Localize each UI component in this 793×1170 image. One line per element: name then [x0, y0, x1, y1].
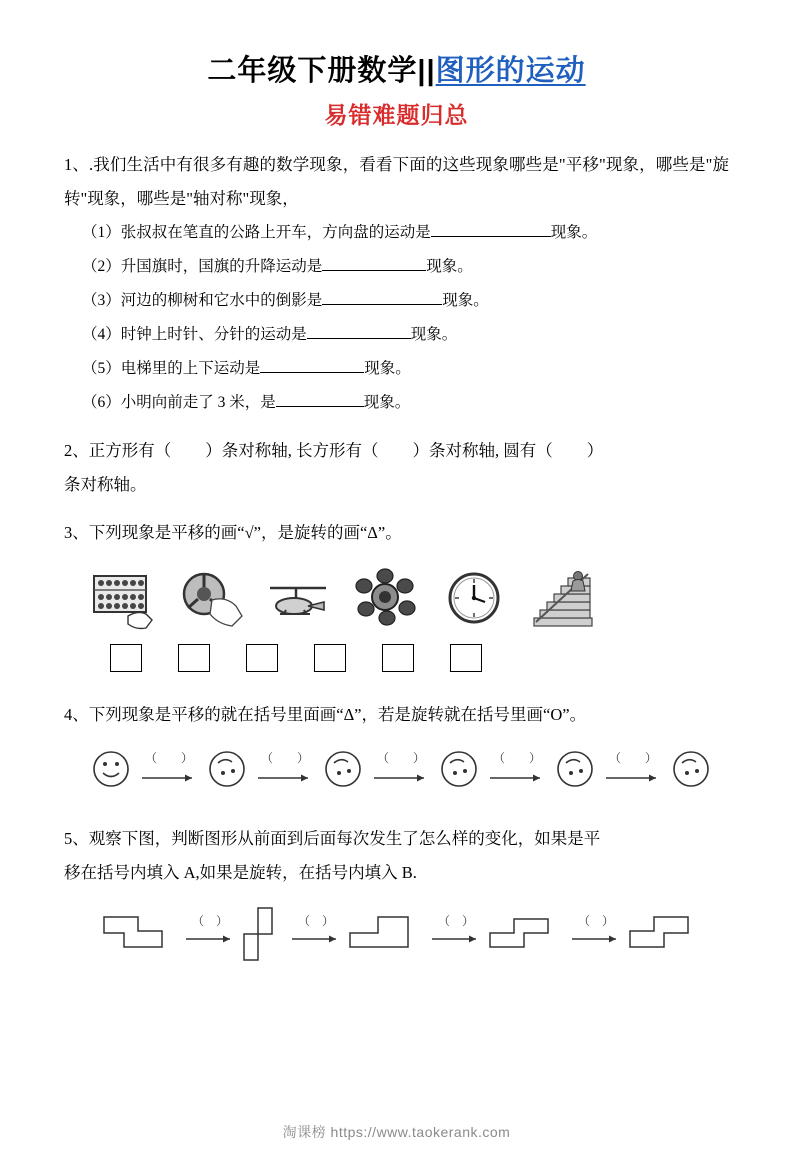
item-text: （3）河边的柳树和它水中的倒影是 [82, 292, 323, 309]
title-blue-part: 图形的运动 [435, 55, 586, 87]
answer-box[interactable] [178, 644, 210, 672]
arrow-group-4 [566, 907, 626, 961]
question-5-shape-row [100, 904, 729, 964]
answer-box[interactable] [382, 644, 414, 672]
escalator-icon [528, 566, 602, 632]
question-3-picture-strip [88, 566, 729, 632]
step-shape-5 [626, 907, 706, 961]
page-title [64, 48, 729, 89]
question-1-stem: 1、.我们生活中有很多有趣的数学现象，看看下面的这些现象哪些是"平移"现象，哪些是"旋转"现象，哪些是"轴对称"现象， [64, 155, 729, 208]
face-icon-2 [204, 746, 250, 792]
steering-wheel-icon [176, 566, 250, 632]
q2-part5: 条对称轴。 [64, 475, 147, 494]
answer-blank[interactable] [322, 270, 426, 271]
arrow-group-2 [286, 907, 346, 961]
face-icon-3 [320, 746, 366, 792]
svg-text:（ ）: （ ） [437, 914, 475, 928]
svg-text:（ ）: （ ） [260, 751, 310, 765]
svg-text:（ ）: （ ） [376, 751, 426, 765]
arrow-group-1 [134, 748, 204, 790]
question-5-stem-line2: 移在括号内填入 A,如果是旋转，在括号内填入 B. [64, 863, 417, 882]
question-1-item-5 [82, 352, 729, 386]
q2-part3: ）条对称轴, 圆有（ [412, 441, 553, 460]
answer-box[interactable] [246, 644, 278, 672]
page-subtitle: 易错难题归总 [324, 102, 469, 128]
answer-blank[interactable] [276, 406, 364, 407]
abacus-icon [88, 566, 162, 632]
face-icon-4 [436, 746, 482, 792]
step-shape-3 [346, 907, 426, 961]
face-icon-6 [668, 746, 714, 792]
svg-text:（ ）: （ ） [297, 914, 335, 928]
footer-watermark: 淘课榜 https://www.taokerank.com [282, 1124, 511, 1140]
item-text: （2）升国旗时，国旗的升降运动是 [82, 258, 323, 275]
question-4-stem: 4、下列现象是平移的就在括号里面画“Δ”，若是旋转就在括号里画“O”。 [64, 705, 587, 724]
question-5-stem-line1: 5、观察下图，判断图形从前面到后面每次发生了怎么样的变化，如果是平 [64, 829, 601, 848]
question-1-item-1 [82, 216, 729, 250]
arrow-group-1 [180, 907, 240, 961]
svg-text:（ ）: （ ） [608, 751, 658, 765]
worksheet-page [0, 48, 793, 1170]
arrow-group-2 [250, 748, 320, 790]
question-1-item-4 [82, 318, 729, 352]
question-1-item-6 [82, 386, 729, 420]
svg-text:（ ）: （ ） [577, 914, 615, 928]
item-suffix: 现象。 [442, 292, 489, 309]
item-suffix: 现象。 [364, 360, 411, 377]
svg-text:（ ）: （ ） [191, 914, 229, 928]
question-1-item-2 [82, 250, 729, 284]
arrow-group-4 [482, 748, 552, 790]
question-2 [64, 434, 729, 502]
svg-text:（ ）: （ ） [492, 751, 542, 765]
item-text: （1）张叔叔在笔直的公路上开车，方向盘的运动是 [82, 224, 431, 241]
answer-blank[interactable] [307, 338, 411, 339]
q2-part1: 2、正方形有（ [64, 441, 172, 460]
question-1-item-3 [82, 284, 729, 318]
question-4-face-row [88, 746, 729, 792]
item-text: （5）电梯里的上下运动是 [82, 360, 261, 377]
answer-blank[interactable] [322, 304, 442, 305]
step-shape-4 [486, 907, 566, 961]
answer-box[interactable] [314, 644, 346, 672]
item-text: （6）小明向前走了 3 米，是 [82, 394, 276, 411]
fan-icon [352, 566, 426, 632]
question-3-stem: 3、下列现象是平移的画“√”，是旋转的画“Δ”。 [64, 523, 402, 542]
item-text: （4）时钟上时针、分针的运动是 [82, 326, 307, 343]
title-black-part: 二年级下册数学|| [207, 55, 436, 87]
answer-blank[interactable] [260, 372, 364, 373]
arrow-group-3 [426, 907, 486, 961]
item-suffix: 现象。 [426, 258, 473, 275]
step-shape-2 [240, 904, 286, 964]
svg-text:（ ）: （ ） [144, 751, 194, 765]
step-shape-1 [100, 907, 180, 961]
answer-blank[interactable] [431, 236, 551, 237]
helicopter-icon [264, 566, 338, 632]
item-suffix: 现象。 [410, 326, 458, 343]
q2-part2: ）条对称轴, 长方形有（ [205, 441, 379, 460]
arrow-group-3 [366, 748, 436, 790]
arrow-group-5 [598, 748, 668, 790]
q2-part4: ） [586, 441, 604, 460]
question-3-answer-boxes [88, 644, 729, 672]
answer-box[interactable] [110, 644, 142, 672]
item-suffix: 现象。 [550, 224, 598, 241]
face-icon-5 [552, 746, 598, 792]
face-icon-1 [88, 746, 134, 792]
item-suffix: 现象。 [363, 394, 411, 411]
clock-icon [440, 566, 514, 632]
answer-box[interactable] [450, 644, 482, 672]
